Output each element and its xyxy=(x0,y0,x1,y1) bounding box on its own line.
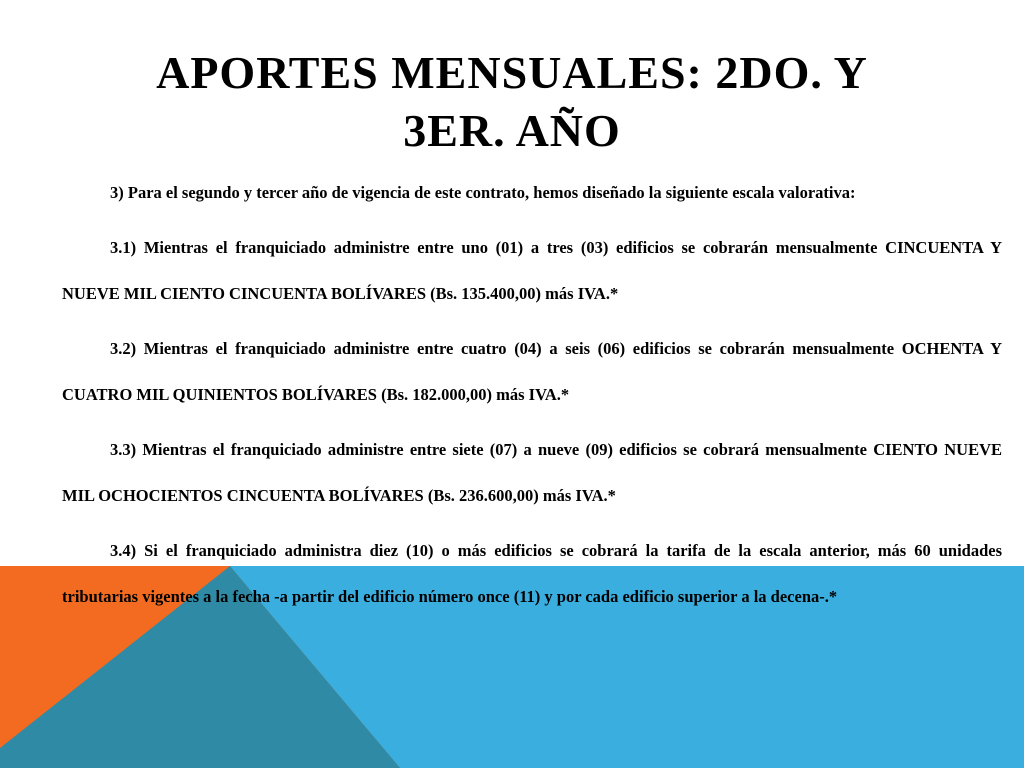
slide-title: APORTES MENSUALES: 2DO. Y 3ER. AÑO xyxy=(156,47,868,156)
paragraph-3-4: 3.4) Si el franquiciado administra diez (10) o más edificios se cobrará la tarifa de la escala anterior, más 60 unidades tributarias vigentes a la fecha -a partir del edificio número once (11) y por cada edificio superior a la decena-.* xyxy=(62,541,1002,606)
paragraph-intro: 3) Para el segundo y tercer año de vigencia de este contrato, hemos diseñado la siguiente escala valorativa: xyxy=(110,183,856,202)
paragraph-3-2: 3.2) Mientras el franquiciado administre entre cuatro (04) a seis (06) edificios se cobrarán mensualmente OCHENTA Y CUATRO MIL QUINIENTOS BOLÍVARES (Bs. 182.000,00) más IVA.* xyxy=(62,339,1002,404)
paragraph-3-3: 3.3) Mientras el franquiciado administre entre siete (07) a nueve (09) edificios se cobrará mensualmente CIENTO NUEVE MIL OCHOCIENTOS CINCUENTA BOLÍVARES (Bs. 236.600,00) más IVA.* xyxy=(62,440,1002,505)
paragraph-3-1: 3.1) Mientras el franquiciado administre entre uno (01) a tres (03) edificios se cobrarán mensualmente CINCUENTA Y NUEVE MIL CIENTO CINCUENTA BOLÍVARES (Bs. 135.400,00) más IVA.* xyxy=(62,238,1002,303)
slide-body xyxy=(62,170,1002,629)
